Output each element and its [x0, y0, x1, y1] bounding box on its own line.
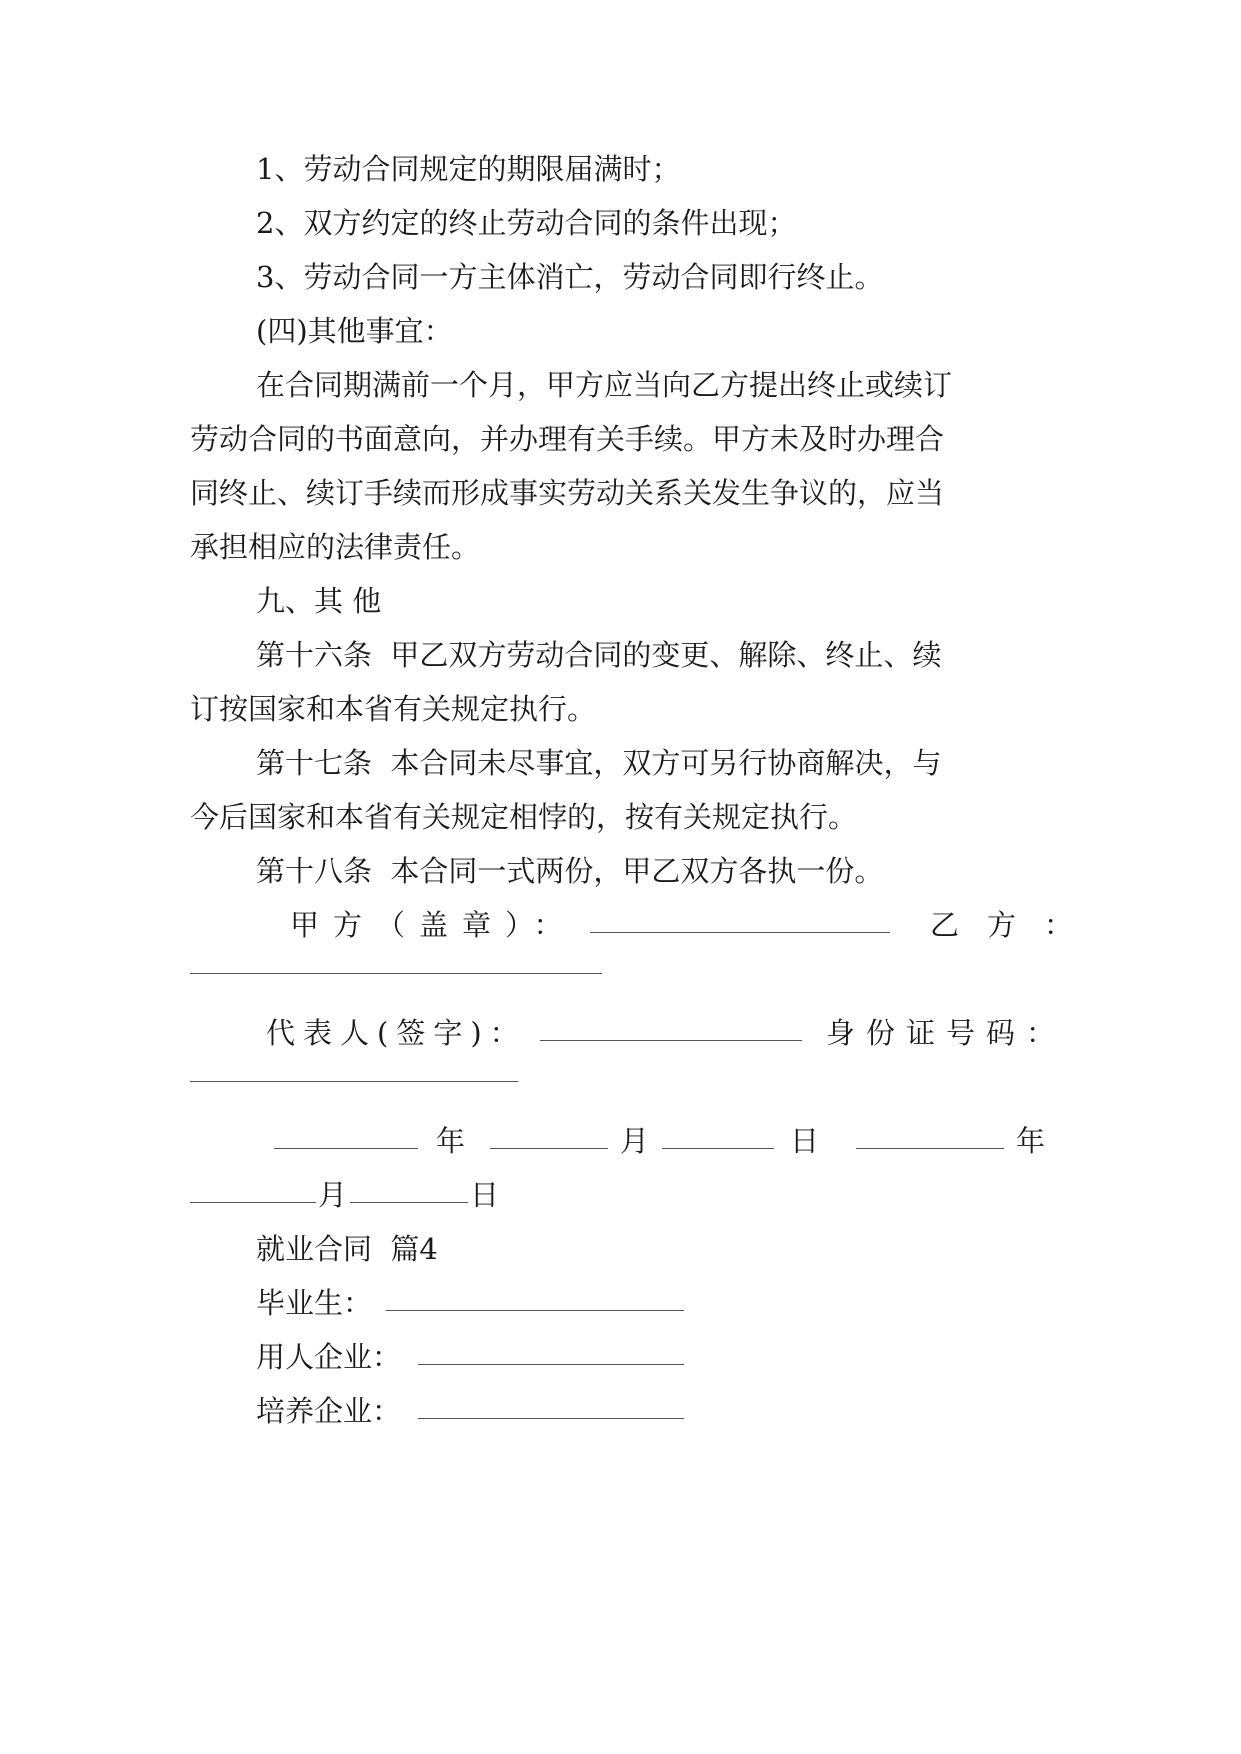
date-a-month-label: 月 [620, 1124, 650, 1158]
contract-section-title: 就业合同 篇4 [256, 1232, 438, 1266]
date-a-day-label: 日 [790, 1124, 820, 1158]
graduate-label: 毕业生： [256, 1286, 373, 1320]
paragraph-line: 承担相应的法律责任。 [190, 530, 481, 564]
party-a-blank[interactable] [590, 932, 890, 933]
clause-item-1: 1、劳动合同规定的期限届满时； [256, 152, 681, 186]
clause-item-2: 2、双方约定的终止劳动合同的条件出现； [256, 206, 797, 240]
date-b-day-blank[interactable] [350, 1202, 468, 1203]
clause-item-3: 3、劳动合同一方主体消亡，劳动合同即行终止。 [256, 260, 884, 294]
id-number-label: 身份证号码： [826, 1016, 1067, 1050]
paragraph-line: 劳动合同的书面意向，并办理有关手续。甲方未及时办理合 [190, 422, 945, 456]
date-b-day-label: 日 [470, 1178, 500, 1212]
representative-label: 代表人(签字)： [266, 1016, 527, 1050]
article-16-line: 订按国家和本省有关规定执行。 [190, 692, 597, 726]
date-a-day-blank[interactable] [662, 1148, 774, 1149]
party-b-label: 乙方： [930, 908, 1102, 942]
trainer-blank[interactable] [418, 1418, 684, 1419]
article-17-line: 今后国家和本省有关规定相悖的，按有关规定执行。 [190, 800, 858, 834]
date-a-month-blank[interactable] [490, 1148, 608, 1149]
paragraph-line: 在合同期满前一个月，甲方应当向乙方提出终止或续订 [256, 368, 953, 402]
employer-label: 用人企业： [256, 1340, 402, 1374]
party-b-blank[interactable] [190, 973, 602, 974]
date-b-year-label: 年 [1016, 1124, 1046, 1158]
graduate-blank[interactable] [386, 1310, 684, 1311]
id-number-blank[interactable] [190, 1081, 518, 1082]
section-heading-other-matters: (四)其他事宜： [256, 314, 453, 348]
article-17-line: 第十七条 本合同未尽事宜，双方可另行协商解决，与 [256, 746, 942, 780]
date-b-month-label: 月 [318, 1178, 348, 1212]
date-b-month-blank[interactable] [190, 1202, 316, 1203]
date-a-year-label: 年 [436, 1124, 466, 1158]
paragraph-line: 同终止、续订手续而形成事实劳动关系关发生争议的，应当 [190, 476, 945, 510]
article-16-line: 第十六条 甲乙双方劳动合同的变更、解除、终止、续 [256, 638, 942, 672]
party-a-label: 甲方（盖章）： [290, 908, 577, 942]
date-a-year-blank[interactable] [274, 1148, 418, 1149]
section-heading-nine: 九、其 他 [256, 584, 382, 618]
article-18-line: 第十八条 本合同一式两份，甲乙双方各执一份。 [256, 854, 884, 888]
representative-blank[interactable] [540, 1040, 802, 1041]
employer-blank[interactable] [418, 1364, 684, 1365]
trainer-label: 培养企业： [256, 1394, 402, 1428]
date-b-year-blank[interactable] [856, 1148, 1004, 1149]
